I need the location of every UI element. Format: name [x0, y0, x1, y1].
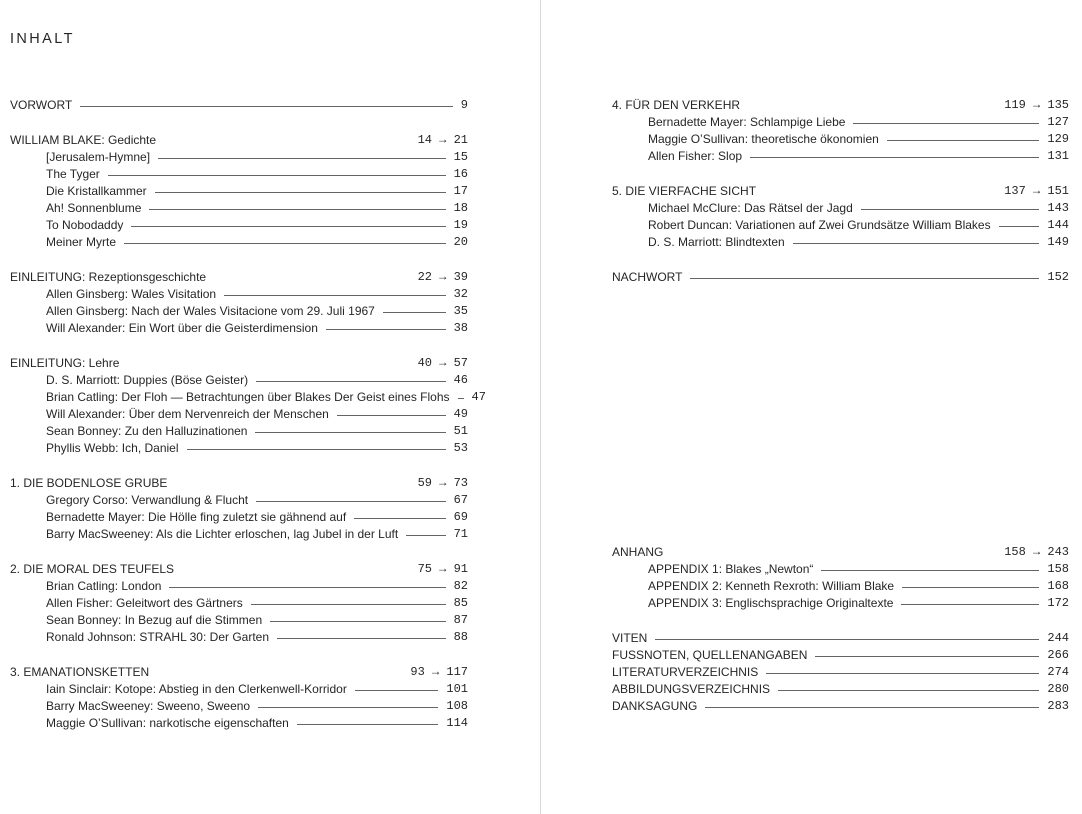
leader-line	[224, 295, 446, 296]
page-number: 32	[453, 287, 468, 301]
page-number: 16	[453, 167, 468, 181]
page-number: 15	[453, 150, 468, 164]
page-number: 168	[1047, 579, 1069, 593]
toc-section	[10, 561, 468, 646]
toc-section	[10, 664, 468, 732]
leader-line	[655, 639, 1039, 640]
toc-heading-row	[10, 269, 468, 286]
column-divider-rule	[540, 0, 541, 814]
toc-section	[612, 544, 1069, 612]
toc-entry-row	[10, 440, 468, 457]
toc-entry-row	[10, 166, 468, 183]
toc-entry-label: 1. DIE BODENLOSE GRUBE	[10, 476, 168, 490]
leader-line	[80, 106, 453, 107]
leader-line	[355, 690, 439, 691]
toc-entry-row	[10, 526, 468, 543]
toc-entry-row	[10, 595, 468, 612]
page-number: 20	[453, 235, 468, 249]
page-number: 143	[1047, 201, 1069, 215]
toc-heading-row	[612, 544, 1069, 561]
leader-line	[108, 175, 446, 176]
page-number: 172	[1047, 596, 1069, 610]
page-number: 47	[471, 390, 486, 404]
toc-entry-row	[10, 629, 468, 646]
toc-heading-row	[10, 132, 468, 149]
toc-entry-label: VORWORT	[10, 98, 73, 112]
page-number: 82	[453, 579, 468, 593]
page-number: 35	[453, 304, 468, 318]
leader-line	[861, 209, 1040, 210]
leader-line	[406, 535, 445, 536]
toc-entry-row	[612, 217, 1069, 234]
toc-entry-label: DANKSAGUNG	[612, 699, 698, 713]
toc-entry-label: Sean Bonney: Zu den Halluzinationen	[46, 424, 248, 438]
toc-section	[10, 475, 468, 543]
toc-entry-row	[10, 303, 468, 320]
toc-entry-row	[612, 200, 1069, 217]
toc-entry-row	[10, 234, 468, 251]
toc-entry-label: Maggie O’Sullivan: theoretische ökonomien	[648, 132, 879, 146]
page-number: 129	[1047, 132, 1069, 146]
toc-entry-row	[612, 698, 1069, 715]
toc-section	[10, 269, 468, 337]
leader-line	[258, 707, 438, 708]
toc-entry-label: The Tyger	[46, 167, 100, 181]
leader-line	[887, 140, 1040, 141]
leader-line	[337, 415, 446, 416]
toc-entry-label: Barry MacSweeney: Als die Lichter erloschen, lag Jubel in der Luft	[46, 527, 399, 541]
toc-section	[10, 355, 486, 457]
toc-entry-label: ANHANG	[612, 545, 664, 559]
page-number: 67	[453, 493, 468, 507]
toc-entry-row	[10, 406, 468, 423]
page-number: 85	[453, 596, 468, 610]
page-number: 49	[453, 407, 468, 421]
toc-entry-label: Brian Catling: London	[46, 579, 162, 593]
toc-heading-row	[10, 561, 468, 578]
page-number: 9	[460, 98, 468, 112]
leader-line	[256, 381, 446, 382]
toc-entry-row	[612, 595, 1069, 612]
leader-line	[124, 243, 446, 244]
toc-entry-row	[612, 131, 1069, 148]
page-title: INHALT	[10, 31, 75, 47]
page-range: 137 → 151	[1004, 184, 1069, 198]
leader-line	[383, 312, 446, 313]
leader-line	[354, 518, 445, 519]
toc-entry-row	[10, 509, 468, 526]
toc-section	[612, 269, 1069, 286]
leader-line	[297, 724, 439, 725]
toc-entry-row	[612, 561, 1069, 578]
leader-line	[326, 329, 446, 330]
toc-entry-label: ABBILDUNGSVERZEICHNIS	[612, 682, 771, 696]
toc-entry-row	[612, 234, 1069, 251]
page-range: 93 → 117	[410, 665, 468, 679]
toc-entry-label: Allen Fisher: Geleitwort des Gärtners	[46, 596, 243, 610]
leader-line	[901, 604, 1039, 605]
leader-line	[821, 570, 1039, 571]
toc-entry-label: Maggie O’Sullivan: narkotische eigenschaften	[46, 716, 289, 730]
toc-entry-row	[612, 148, 1069, 165]
leader-line	[766, 673, 1039, 674]
leader-line	[778, 690, 1039, 691]
toc-section	[612, 183, 1069, 251]
toc-entry-label: 2. DIE MORAL DES TEUFELS	[10, 562, 175, 576]
toc-entry-row	[10, 97, 468, 114]
toc-section	[10, 132, 468, 251]
toc-entry-row	[10, 149, 468, 166]
toc-entry-label: Brian Catling: Der Floh — Betrachtungen über Blakes Der Geist eines Flohs	[46, 390, 450, 404]
toc-section	[10, 97, 468, 114]
page-number: 114	[446, 716, 468, 730]
toc-entry-label: Gregory Corso: Verwandlung & Flucht	[46, 493, 249, 507]
toc-entry-label: D. S. Marriott: Duppies (Böse Geister)	[46, 373, 249, 387]
page-number: 88	[453, 630, 468, 644]
toc-entry-row	[612, 647, 1069, 664]
toc-heading-row	[612, 183, 1069, 200]
toc-entry-label: Die Kristallkammer	[46, 184, 147, 198]
leader-line	[793, 243, 1040, 244]
toc-entry-label: 4. FÜR DEN VERKEHR	[612, 98, 741, 112]
toc-entry-row	[10, 612, 468, 629]
toc-entry-label: EINLEITUNG: Lehre	[10, 356, 120, 370]
page-number: 46	[453, 373, 468, 387]
page-range: 59 → 73	[417, 476, 468, 490]
leader-line	[815, 656, 1039, 657]
toc-entry-label: APPENDIX 1: Blakes „Newton“	[648, 562, 814, 576]
page-number: 266	[1047, 648, 1069, 662]
toc-entry-row	[10, 681, 468, 698]
page-number: 131	[1047, 149, 1069, 163]
toc-entry-label: Ah! Sonnenblume	[46, 201, 142, 215]
toc-entry-row	[612, 578, 1069, 595]
toc-entry-row	[612, 681, 1069, 698]
toc-entry-row	[10, 217, 468, 234]
toc-entry-label: Sean Bonney: In Bezug auf die Stimmen	[46, 613, 263, 627]
page-number: 51	[453, 424, 468, 438]
toc-entry-label: D. S. Marriott: Blindtexten	[648, 235, 785, 249]
leader-line	[256, 501, 445, 502]
toc-entry-label: Michael McClure: Das Rätsel der Jagd	[648, 201, 853, 215]
leader-line	[750, 157, 1039, 158]
page-range: 22 → 39	[417, 270, 468, 284]
toc-entry-row	[10, 183, 468, 200]
toc-column-left	[10, 97, 486, 750]
toc-heading-row	[10, 355, 468, 372]
page-range: 158 → 243	[1004, 545, 1069, 559]
toc-entry-label: 5. DIE VIERFACHE SICHT	[612, 184, 757, 198]
leader-line	[255, 432, 445, 433]
toc-entry-label: To Nobodaddy	[46, 218, 124, 232]
leader-line	[705, 707, 1039, 708]
leader-line	[158, 158, 446, 159]
toc-entry-label: Phyllis Webb: Ich, Daniel	[46, 441, 179, 455]
toc-entry-row	[10, 200, 468, 217]
leader-line	[251, 604, 446, 605]
page-range: 75 → 91	[417, 562, 468, 576]
page-number: 152	[1047, 270, 1069, 284]
toc-heading-row	[612, 97, 1069, 114]
toc-entry-label: Ronald Johnson: STRAHL 30: Der Garten	[46, 630, 270, 644]
page-number: 280	[1047, 682, 1069, 696]
toc-entry-label: NACHWORT	[612, 270, 683, 284]
toc-entry-label: LITERATURVERZEICHNIS	[612, 665, 759, 679]
toc-entry-label: Meiner Myrte	[46, 235, 117, 249]
leader-line	[149, 209, 445, 210]
toc-entry-label: 3. EMANATIONSKETTEN	[10, 665, 150, 679]
page-number: 101	[446, 682, 468, 696]
toc-entry-row	[10, 389, 486, 406]
page-number: 87	[453, 613, 468, 627]
page-range: 14 → 21	[417, 133, 468, 147]
page-number: 158	[1047, 562, 1069, 576]
toc-entry-row	[10, 423, 468, 440]
page-number: 244	[1047, 631, 1069, 645]
toc-entry-label: APPENDIX 2: Kenneth Rexroth: William Blake	[648, 579, 895, 593]
toc-entry-label: EINLEITUNG: Rezeptionsgeschichte	[10, 270, 207, 284]
page-range: 40 → 57	[417, 356, 468, 370]
toc-entry-label: Allen Fisher: Slop	[648, 149, 743, 163]
toc-entry-label: VITEN	[612, 631, 648, 645]
toc-entry-row	[10, 320, 468, 337]
leader-line	[902, 587, 1039, 588]
page-number: 127	[1047, 115, 1069, 129]
toc-entry-row	[612, 269, 1069, 286]
toc-entry-label: Allen Ginsberg: Nach der Wales Visitacione vom 29. Juli 1967	[46, 304, 375, 318]
toc-heading-row	[10, 475, 468, 492]
toc-entry-label: WILLIAM BLAKE: Gedichte	[10, 133, 157, 147]
toc-entry-row	[10, 578, 468, 595]
page-range: 119 → 135	[1004, 98, 1069, 112]
toc-entry-label: Robert Duncan: Variationen auf Zwei Grundsätze William Blakes	[648, 218, 991, 232]
page-number: 283	[1047, 699, 1069, 713]
toc-entry-label: [Jerusalem-Hymne]	[46, 150, 151, 164]
toc-entry-row	[10, 372, 468, 389]
toc-section	[612, 97, 1069, 165]
leader-line	[999, 226, 1040, 227]
page-number: 69	[453, 510, 468, 524]
toc-entry-label: Allen Ginsberg: Wales Visitation	[46, 287, 217, 301]
leader-line	[187, 449, 446, 450]
toc-entry-row	[612, 664, 1069, 681]
toc-entry-label: Bernadette Mayer: Schlampige Liebe	[648, 115, 846, 129]
toc-entry-row	[10, 492, 468, 509]
leader-line	[458, 398, 464, 399]
leader-line	[131, 226, 445, 227]
toc-entry-label: Bernadette Mayer: Die Hölle fing zuletzt sie gähnend auf	[46, 510, 347, 524]
page-number: 19	[453, 218, 468, 232]
toc-heading-row	[10, 664, 468, 681]
page-number: 53	[453, 441, 468, 455]
toc-entry-row	[612, 630, 1069, 647]
toc-entry-row	[10, 286, 468, 303]
leader-line	[169, 587, 445, 588]
toc-entry-label: Iain Sinclair: Kotope: Abstieg in den Clerkenwell-Korridor	[46, 682, 347, 696]
toc-section	[612, 630, 1069, 715]
toc-entry-label: Will Alexander: Über dem Nervenreich der Menschen	[46, 407, 329, 421]
page-number: 274	[1047, 665, 1069, 679]
toc-entry-label: FUSSNOTEN, QUELLENANGABEN	[612, 648, 808, 662]
leader-line	[277, 638, 446, 639]
leader-line	[853, 123, 1039, 124]
page-number: 38	[453, 321, 468, 335]
page-number: 17	[453, 184, 468, 198]
toc-entry-row	[10, 698, 468, 715]
toc-column-right	[612, 97, 1069, 733]
page-number: 71	[453, 527, 468, 541]
page-number: 144	[1047, 218, 1069, 232]
leader-line	[270, 621, 445, 622]
leader-line	[155, 192, 446, 193]
toc-entry-label: Will Alexander: Ein Wort über die Geisterdimension	[46, 321, 318, 335]
toc-entry-label: Barry MacSweeney: Sweeno, Sweeno	[46, 699, 251, 713]
page-number: 108	[446, 699, 468, 713]
toc-entry-label: APPENDIX 3: Englischsprachige Originaltexte	[648, 596, 894, 610]
leader-line	[690, 278, 1039, 279]
page-number: 149	[1047, 235, 1069, 249]
toc-entry-row	[612, 114, 1069, 131]
toc-entry-row	[10, 715, 468, 732]
page-number: 18	[453, 201, 468, 215]
